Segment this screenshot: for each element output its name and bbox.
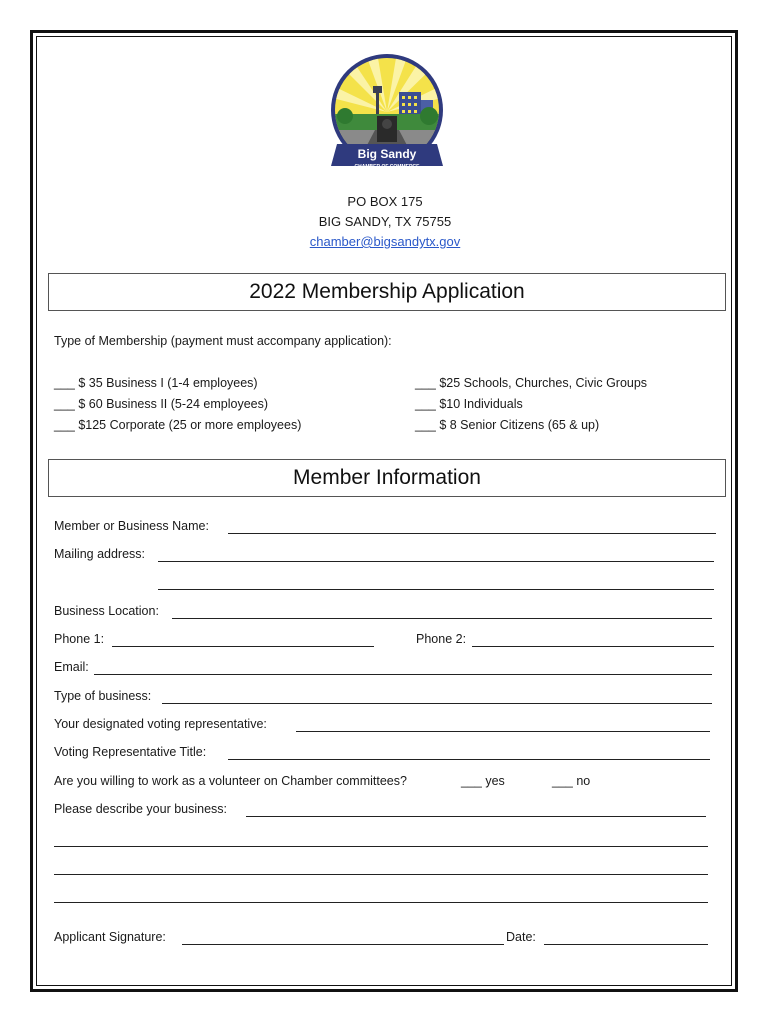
option-business-1[interactable]: ___ $ 35 Business I (1-4 employees) — [54, 376, 258, 390]
option-schools[interactable]: ___ $25 Schools, Churches, Civic Groups — [415, 376, 648, 390]
describe-field-3[interactable] — [54, 874, 708, 875]
email-field[interactable] — [94, 674, 712, 675]
chamber-logo — [325, 52, 449, 182]
label-phone2: Phone 2: — [416, 632, 467, 646]
email-link[interactable]: chamber@bigsandytx.gov — [309, 234, 461, 249]
mailing-address-field-2[interactable] — [158, 589, 714, 590]
describe-field[interactable] — [246, 816, 706, 817]
label-type-of-business: Type of business: — [54, 689, 152, 703]
address-email-row — [0, 234, 770, 249]
logo-name: Big Sandy — [357, 147, 417, 161]
mailing-address-field[interactable] — [158, 561, 714, 562]
membership-intro: Type of Membership (payment must accompany application): — [54, 334, 392, 348]
option-corporate[interactable]: ___ $125 Corporate (25 or more employees) — [54, 418, 302, 432]
describe-field-2[interactable] — [54, 846, 708, 847]
address-pobox: PO BOX 175 — [347, 194, 423, 209]
option-individuals[interactable]: ___ $10 Individuals — [415, 397, 523, 411]
label-voting-title: Voting Representative Title: — [54, 745, 207, 759]
label-signature: Applicant Signature: — [54, 930, 166, 944]
type-of-business-field[interactable] — [162, 703, 712, 704]
option-business-2[interactable]: ___ $ 60 Business II (5-24 employees) — [54, 397, 269, 411]
label-mailing-address: Mailing address: — [54, 547, 146, 561]
label-voting-rep: Your designated voting representative: — [54, 717, 267, 731]
label-business-location: Business Location: — [54, 604, 159, 618]
signature-field[interactable] — [182, 944, 504, 945]
label-phone1: Phone 1: — [54, 632, 105, 646]
membership-title: 2022 Membership Application — [48, 273, 726, 311]
member-info-title: Member Information — [48, 459, 726, 497]
volunteer-no[interactable]: ___ no — [552, 774, 591, 788]
describe-field-4[interactable] — [54, 902, 708, 903]
label-business-name: Member or Business Name: — [54, 519, 209, 533]
voting-rep-field[interactable] — [296, 731, 710, 732]
business-location-field[interactable] — [172, 618, 712, 619]
phone1-field[interactable] — [112, 646, 374, 647]
business-name-field[interactable] — [228, 533, 716, 534]
voting-title-field[interactable] — [228, 759, 710, 760]
volunteer-yes[interactable]: ___ yes — [461, 774, 505, 788]
date-field[interactable] — [544, 944, 708, 945]
label-describe: Please describe your business: — [54, 802, 228, 816]
address-city: BIG SANDY, TX 75755 — [318, 214, 452, 229]
phone2-field[interactable] — [472, 646, 714, 647]
logo-subtitle: CHAMBER OF COMMERCE — [354, 164, 420, 170]
label-date: Date: — [506, 930, 536, 944]
label-email: Email: — [54, 660, 89, 674]
option-seniors[interactable]: ___ $ 8 Senior Citizens (65 & up) — [415, 418, 600, 432]
label-volunteer: Are you willing to work as a volunteer on Chamber committees? — [54, 774, 407, 788]
